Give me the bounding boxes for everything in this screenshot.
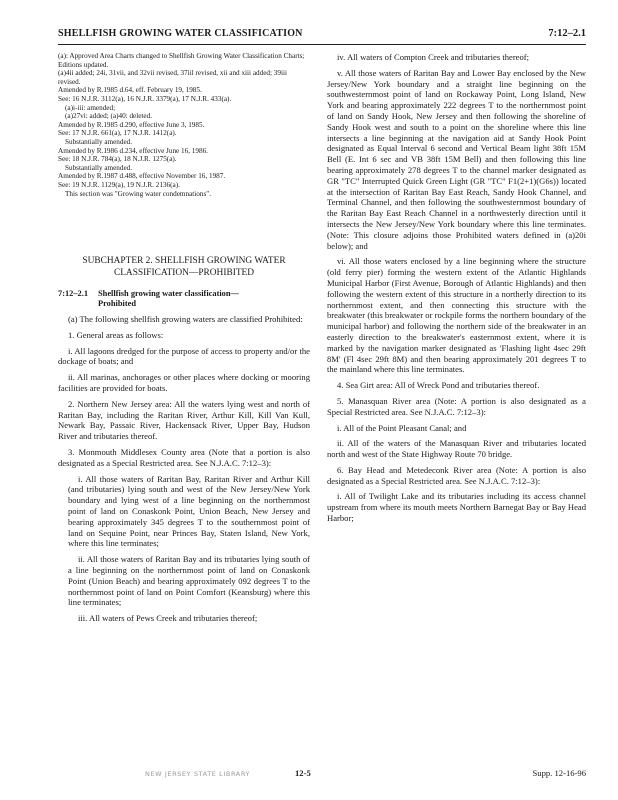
paragraph: iii. All waters of Pews Creek and tributaries thereof;	[78, 613, 258, 624]
paragraph: i. All lagoons dredged for the purpose of access to property and/or the dockage of boats; and	[58, 345, 310, 367]
supplement-date: Supp. 12-16-96	[532, 768, 586, 778]
history-note: Substantially amended.	[65, 137, 133, 146]
history-note: Amended by R.1987 d.488, effective November 16, 1987.	[58, 172, 226, 181]
paragraph: (a) The following shellfish growing waters are classified Prohibited:	[68, 314, 303, 325]
header-title: SHELLFISH GROWING WATER CLASSIFICATION	[58, 28, 303, 39]
history-note: Amended by R.1985 d.290, effective June 3, 1985.	[58, 120, 205, 129]
section-title-line1: Shellfish growing water classification—	[98, 289, 239, 299]
history-note: (a)i-iii: amended;	[65, 103, 116, 112]
left-body-text	[58, 314, 310, 624]
right-body-text	[327, 52, 586, 524]
left-column	[58, 52, 310, 624]
paragraph: ii. All of the waters of the Manasquan River and tributaries located north and west of the State Highway Route 70 bridge.	[327, 438, 586, 460]
paragraph: v. All those waters of Raritan Bay and Lower Bay enclosed by the New Jersey/New York boundary and a straight line beginning on the southwesternmost point of land on Rockaway Point, Long Island, New York and bearing approximately 222 degrees T to the northernmost point of land on Sandy Hook, New Jersey and then following the shoreline of Sandy Hook west and south to a point on the shoreline where this line intersects a line beginning at the navigation aid at Sandy Hook Point designated as Equal Interval 6 second and Vertical Beam light 38ft 15M Bell (E. Int 6 sec and VB 38ft 15M Bell) and then following this line bearing approximately 278 degrees T to the channel marker designated as GR "TC" Interrupted Quick Green Light (GR "TC" F1(2+1)(G6s)) located at the intersection of Raritan Bay East Reach, Sandy Hook Channel, and Terminal Channel, and then following the southwesternmost boundary of the Raritan Bay East Reach Channel in a northwesterly direction until it intersects the New Jersey/New York boundary where this line terminates. (Note: This closure adjoins those Prohibited waters defined in (a)20i below); and	[327, 67, 586, 251]
header-rule	[58, 44, 586, 45]
paragraph: 5. Manasquan River area (Note: A portion is also designated as a Special Restricted area. See N.J.A.C. 7:12–3):	[327, 395, 586, 417]
history-note: (a): Approved Area Charts changed to Shellfish Growing Water Classification Charts; Editions updated.	[58, 52, 305, 69]
history-note: See: 17 N.J.R. 661(a), 17 N.J.R. 1412(a).	[58, 129, 177, 138]
section-number: 7:12–2.1	[58, 289, 89, 299]
history-note: (a)4ii added; 24i, 31vii, and 32vii revised, 37iil revised, xii and xiii added; 39iii revised.	[58, 69, 287, 86]
paragraph: ii. All marinas, anchorages or other places where docking or mooring facilities are provided for boats.	[58, 372, 310, 394]
paragraph: 2. Northern New Jersey area: All the waters lying west and north of Raritan Bay, including the Raritan River, Arthur Kill, Kill Van Kull, Newark Bay, Passaic River, Hackensack River, Upper Bay, Hudson River and tributaries thereof.	[58, 398, 310, 442]
history-note: This section was "Growing water condemnations".	[65, 189, 211, 198]
paragraph: i. All those waters of Raritan Bay, Raritan River and Arthur Kill (and tributaries) lying south and west of the New Jersey/New York boundary and lying west of a line beginning on the northernmost point of land on Conaskonk Point, Union Beach, New Jersey and bearing approximately 345 degrees T to the southernmost point of land on Sequine Point, near Princes Bay, Staten Island, New York, where this line terminates;	[68, 473, 310, 549]
history-note: Amended by R.1985 d.64, eff. February 19, 1985.	[58, 86, 202, 95]
section-title-line2: Prohibited	[98, 299, 137, 309]
paragraph: 4. Sea Girt area: All of Wreck Pond and tributaries thereof.	[337, 380, 540, 391]
section-heading	[58, 289, 310, 309]
page-footer	[0, 768, 618, 780]
paragraph: i. All of Twilight Lake and its tributaries including its access channel upstream from where its mouth meets Northern Barnegat Bay or Bay Head Harbor;	[327, 491, 586, 524]
history-note: (a)27vi: added; (a)40: deleted.	[65, 112, 153, 121]
history-note: See: 18 N.J.R. 784(a), 18 N.J.R. 1275(a).	[58, 155, 177, 164]
subchapter-heading: SUBCHAPTER 2. SHELLFISH GROWING WATER CLASSIFICATION—PROHIBITED	[82, 256, 286, 278]
history-note: See: 16 N.J.R. 3112(a), 16 N.J.R. 3379(a), 17 N.J.R. 433(a).	[58, 94, 232, 103]
paragraph: 1. General areas as follows:	[68, 329, 164, 340]
history-note: See: 19 N.J.R. 1129(a), 19 N.J.R. 2136(a).	[58, 180, 180, 189]
right-column	[327, 52, 586, 524]
paragraph: iv. All waters of Compton Creek and tributaries thereof;	[337, 52, 530, 62]
history-notes	[58, 52, 310, 198]
paragraph: ii. All those waters of Raritan Bay and its tributaries lying south of a line beginning on the northernmost point of land on Conaskonk Point (Union Beach) and bearing approximately 092 degrees T to the northernmost point of land on Point Comfort (Keansburg) where this line terminates;	[68, 554, 310, 608]
header-section-number: 7:12–2.1	[548, 28, 586, 39]
library-stamp: NEW JERSEY STATE LIBRARY	[145, 770, 251, 778]
paragraph: vi. All those waters enclosed by a line beginning where the structure (old ferry pier) forming the western extent of the Atlantic Highlands Municipal Harbor (First Avenue, Borough of Atlantic Highlands) and then following the western extent of this structure in a northerly direction to its northernmost extent, and then connecting this structure with the breakwater (this breakwater or rockpile forms the northern boundary of the municipal harbor) and following the northern side of the breakwater in an easterly direction to the breakwater's easternmost extent, where it is marked by the navigation marker designated as 'Flashing light 4sec 29ft 8M' (Fl 4sec 29ft 8M) and then bearing approximately 201 degrees T to the mainland where this line terminates.	[327, 256, 586, 375]
running-header	[58, 28, 586, 44]
paragraph: 6. Bay Head and Metedeconk River area (Note: A portion is also designated as a Special Restricted area. See N.J.A.C. 7:12–3):	[327, 464, 586, 486]
history-note: Substantially amended.	[65, 163, 133, 172]
history-note: Amended by R.1986 d.234, effective June 16, 1986.	[58, 146, 208, 155]
paragraph: i. All of the Point Pleasant Canal; and	[337, 422, 467, 433]
page-number: 12-5	[295, 768, 311, 778]
paragraph: 3. Monmouth Middlesex County area (Note that a portion is also designated as a Special Restricted area. See N.J.A.C. 7:12–3):	[58, 447, 310, 468]
